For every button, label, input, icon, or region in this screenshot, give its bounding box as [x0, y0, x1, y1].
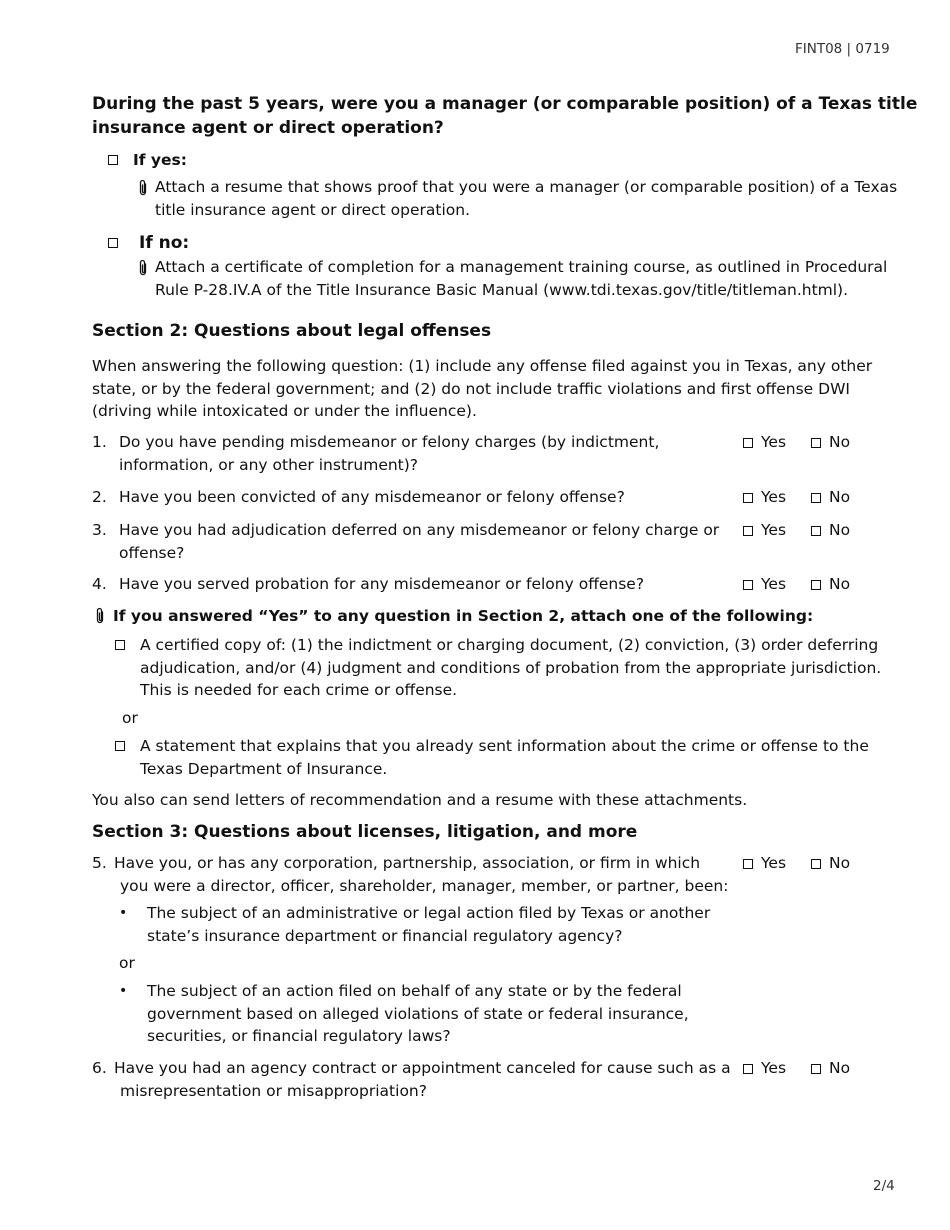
q6-no-checkbox[interactable] — [811, 1064, 821, 1074]
q5-number: 5. — [92, 854, 107, 872]
if-no-label: If no: — [139, 233, 190, 253]
no-label: No — [828, 488, 851, 506]
or-separator: or — [119, 954, 135, 972]
q6-yes-checkbox[interactable] — [743, 1064, 753, 1074]
q3-text: Have you had adjudication deferred on any misdemeanor or felony charge or offense? — [119, 521, 720, 562]
q3-yes-checkbox[interactable] — [743, 526, 753, 536]
q1-answer — [743, 431, 850, 454]
yes-label: Yes — [761, 488, 787, 506]
yes-label: Yes — [761, 575, 787, 593]
or-separator: or — [122, 709, 138, 727]
q3-no-checkbox[interactable] — [811, 526, 821, 536]
no-label: No — [828, 575, 851, 593]
q1-text: Do you have pending misdemeanor or felony charges (by indictment, information, or any other instrument)? — [119, 433, 660, 474]
q3-number: 3. — [92, 521, 107, 539]
q6-text: Have you had an agency contract or appointment canceled for cause such as a misrepresentation or misappropriation? — [114, 1059, 731, 1100]
q1-yes-checkbox[interactable] — [743, 438, 753, 448]
attach-heading: If you answered “Yes” to any question in Section 2, attach one of the following: — [113, 607, 814, 625]
q4-answer — [743, 573, 850, 596]
if-yes-label: If yes: — [133, 151, 187, 169]
manager-question-title: During the past 5 years, were you a manager (or comparable position) of a Texas title insurance agent or direct operation? — [92, 94, 918, 138]
no-label: No — [828, 521, 851, 539]
q5-bullet1-text: The subject of an administrative or legal action filed by Texas or another state’s insurance department or financial regulatory agency? — [147, 904, 711, 945]
q5-answer — [743, 852, 850, 875]
q1-number: 1. — [92, 433, 107, 451]
yes-label: Yes — [761, 433, 787, 451]
q2-number: 2. — [92, 488, 107, 506]
q4-no-checkbox[interactable] — [811, 580, 821, 590]
q2-yes-checkbox[interactable] — [743, 493, 753, 503]
paperclip-icon — [137, 179, 149, 197]
yes-label: Yes — [761, 854, 787, 872]
bullet-icon: • — [119, 983, 128, 999]
q5-text: Have you, or has any corporation, partnership, association, or firm in which you were a director, officer, shareholder, manager, member, or partner, been: — [114, 854, 729, 895]
q6-number: 6. — [92, 1059, 107, 1077]
q2-text: Have you been convicted of any misdemeanor or felony offense? — [119, 488, 625, 506]
if-no-checkbox[interactable] — [108, 238, 118, 248]
if-yes-checkbox[interactable] — [108, 155, 118, 165]
q3-answer — [743, 519, 850, 542]
q5-bullet2-text: The subject of an action filed on behalf of any state or by the federal government based on alleged violations of state or federal insurance, securities, or financial regulatory laws? — [147, 982, 689, 1045]
q4-number: 4. — [92, 575, 107, 593]
yes-label: Yes — [761, 521, 787, 539]
bullet-icon: • — [119, 905, 128, 921]
if-no-instructions: Attach a certificate of completion for a management training course, as outlined in Procedural Rule P-28.IV.A of the Title Insurance Basic Manual (www.tdi.texas.gov/title/titleman.html). — [155, 258, 888, 299]
no-label: No — [828, 854, 851, 872]
certified-copy-text: A certified copy of: (1) the indictment or charging document, (2) conviction, (3) order deferring adjudication, and/or (4) judgment and conditions of probation from the appropriate jurisdiction. This is needed for each crime or offense. — [140, 636, 882, 699]
statement-text: A statement that explains that you already sent information about the crime or offense to the Texas Department of Insurance. — [140, 737, 869, 778]
q5-no-checkbox[interactable] — [811, 859, 821, 869]
certified-copy-checkbox[interactable] — [115, 640, 125, 650]
no-label: No — [828, 1059, 851, 1077]
section2-intro: When answering the following question: (1) include any offense filed against you in Texas, any other state, or by the federal government; and (2) do not include traffic violations and first offense DWI (driving while intoxicated or under the influence). — [92, 357, 873, 420]
q4-yes-checkbox[interactable] — [743, 580, 753, 590]
also-send-note: You also can send letters of recommendation and a resume with these attachments. — [92, 791, 748, 809]
section3-heading: Section 3: Questions about licenses, litigation, and more — [92, 822, 638, 842]
paperclip-icon — [137, 259, 149, 277]
q6-answer — [743, 1057, 850, 1080]
section2-heading: Section 2: Questions about legal offenses — [92, 321, 492, 341]
page-number: 2/4 — [873, 1178, 895, 1194]
paperclip-icon — [94, 607, 106, 625]
q5-yes-checkbox[interactable] — [743, 859, 753, 869]
q1-no-checkbox[interactable] — [811, 438, 821, 448]
q2-answer — [743, 486, 850, 509]
form-code: FINT08 | 0719 — [795, 41, 890, 57]
q2-no-checkbox[interactable] — [811, 493, 821, 503]
yes-label: Yes — [761, 1059, 787, 1077]
q4-text: Have you served probation for any misdemeanor or felony offense? — [119, 575, 645, 593]
no-label: No — [828, 433, 851, 451]
if-yes-instructions: Attach a resume that shows proof that you were a manager (or comparable position) of a Texas title insurance agent or direct operation. — [155, 178, 898, 219]
statement-checkbox[interactable] — [115, 741, 125, 751]
